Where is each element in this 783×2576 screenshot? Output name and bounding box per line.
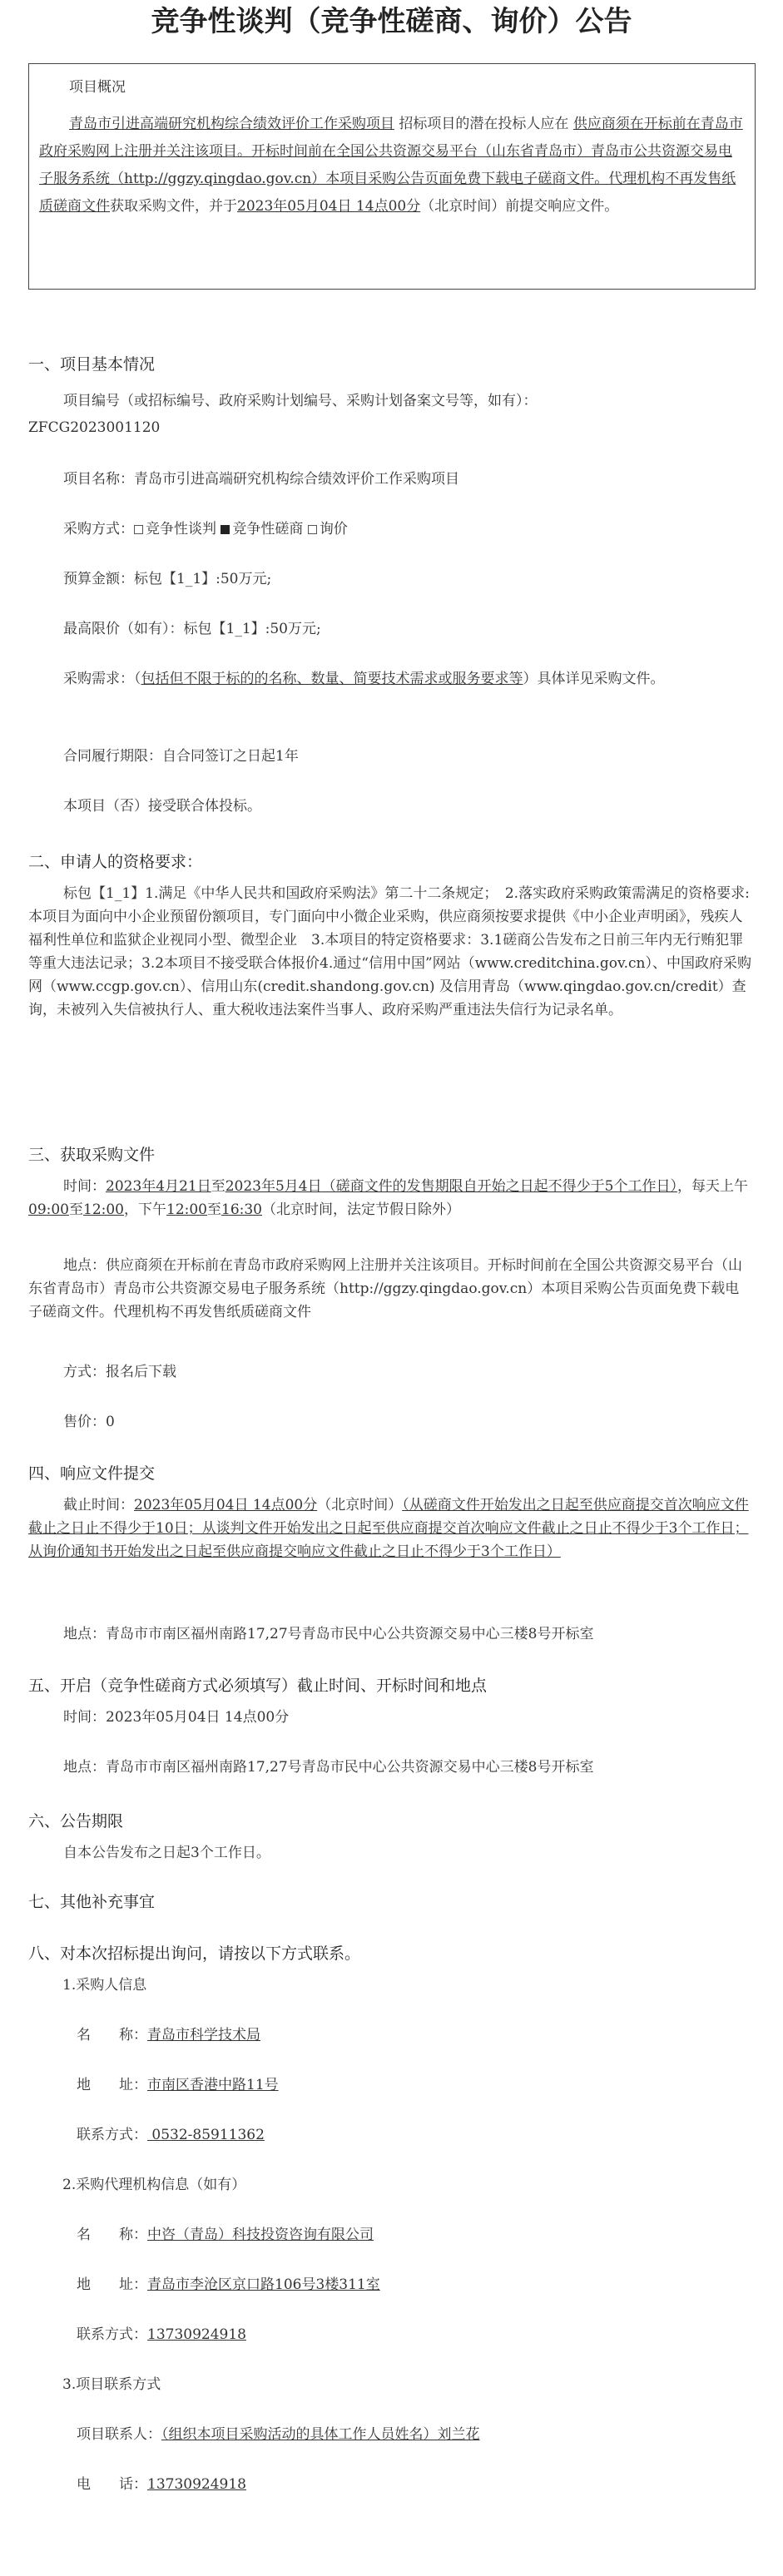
obtain-daily-label: ，每天上午 xyxy=(676,1178,748,1195)
deadline-note: （从磋商文件开始发出之日起至供应商提交首次响应文件截止之日止不得少于10日；从谈判文件开始发出之日起至供应商提交首次响应文件截止之日止不得少于3个工作日；从询价通知书开始发出之日起至供应商提交响应文件截止之日止不得少于3个工作日） xyxy=(28,1497,749,1560)
page-title: 竞争性谈判（竞争性磋商、询价）公告 xyxy=(151,5,632,38)
procurement-requirement xyxy=(28,667,752,691)
overview-deadline: 2023年05月04日 14点00分 xyxy=(237,198,421,215)
agency-contact xyxy=(77,2323,783,2346)
obtain-place: 地点：供应商须在开标前在青岛市政府采购网上注册并关注该项目。开标时间前在全国公共资源交易平台（山东省青岛市）青岛市公共资源交易电子服务系统（http://ggzy.qingdao.gov.cn）本项目采购公告页面免费下载电子磋商文件。代理机构不再发售纸质磋商文件 xyxy=(28,1257,742,1320)
purchaser-name xyxy=(77,2024,783,2047)
purchaser-contact xyxy=(77,2123,783,2147)
obtain-time-to: 至 xyxy=(211,1178,225,1195)
deadline-value: 2023年05月04日 14点00分 xyxy=(134,1497,318,1513)
checked-box-icon xyxy=(221,525,230,534)
purchaser-address xyxy=(77,2073,783,2097)
unchecked-box-icon xyxy=(134,525,143,534)
purchaser-name-label: 名 称： xyxy=(77,2027,147,2043)
requirement-detail: 包括但不限于标的的名称、数量、简要技术需求或服务要求等 xyxy=(141,671,523,687)
project-contact-phone xyxy=(77,2473,783,2496)
obtain-manner: 方式：报名后下载 xyxy=(63,1364,176,1380)
obtain-time xyxy=(28,1175,752,1221)
requirement-label: 采购需求：（ xyxy=(63,671,141,687)
project-code-value: ZFCG2023001120 xyxy=(28,419,161,436)
obtain-start-date: 2023年4月21日 xyxy=(106,1178,211,1195)
section-heading-contact: 八、对本次招标提出询问，请按以下方式联系。 xyxy=(28,1944,361,1963)
agency-name xyxy=(77,2223,783,2247)
purchaser-name-value: 青岛市科学技术局 xyxy=(147,2027,260,2043)
method-option-inquiry: 询价 xyxy=(319,521,348,537)
method-option-consultation: 竞争性磋商 xyxy=(232,521,304,537)
agency-address xyxy=(77,2273,783,2296)
purchaser-address-label: 地 址： xyxy=(77,2077,147,2093)
agency-address-value: 青岛市李沧区京口路106号3楼311室 xyxy=(147,2276,380,2293)
project-name-label: 项目名称： xyxy=(63,471,134,488)
method-option-negotiation: 竞争性谈判 xyxy=(146,521,216,537)
purchaser-contact-value: 0532-85911362 xyxy=(147,2127,265,2143)
requirement-tail: ）具体详见采购文件。 xyxy=(523,671,665,687)
agency-name-value: 中咨（青岛）科技投资咨询有限公司 xyxy=(147,2227,374,2243)
agency-name-label: 名 称： xyxy=(77,2227,147,2243)
purchaser-info-title: 1.采购人信息 xyxy=(62,1977,147,1994)
overview-acquire-method: 供应商须在开标前在青岛市政府采购网上注册并关注该项目。开标时间前在全国公共资源交易平台（山东省青岛市）青岛市公共资源交易电子服务系统（http://ggzy.qingdao.gov.cn）本项目采购公告页面免费下载电子磋商文件。代理机构不再发售纸质磋商文件 xyxy=(39,116,743,215)
overview-text-part: （北京时间）前提交响应文件。 xyxy=(420,198,619,215)
overview-label: 项目概况 xyxy=(69,79,126,96)
purchaser-address-value: 市南区香港中路11号 xyxy=(147,2077,279,2093)
section-heading-obtain-documents: 三、获取采购文件 xyxy=(28,1146,156,1164)
unchecked-box-icon xyxy=(308,525,317,534)
submission-place: 地点：青岛市市南区福州南路17,27号青岛市民中心公共资源交易中心三楼8号开标室 xyxy=(63,1626,594,1642)
document-price: 售价：0 xyxy=(63,1414,115,1430)
section-heading-qualifications: 二、申请人的资格要求： xyxy=(28,853,203,871)
contract-period: 合同履行期限：自合同签订之日起1年 xyxy=(63,748,299,765)
obtain-end-date: 2023年5月4日 xyxy=(225,1178,322,1195)
obtain-time-to: 至 xyxy=(207,1201,221,1218)
agency-contact-value: 13730924918 xyxy=(147,2326,246,2343)
agency-info-title: 2.采购代理机构信息（如有） xyxy=(62,2177,246,2193)
section-heading-notice-period: 六、公告期限 xyxy=(28,1812,124,1830)
agency-contact-label: 联系方式： xyxy=(77,2326,147,2343)
overview-text-part: 招标项目的潜在投标人应在 xyxy=(394,116,573,132)
deadline-beijing: （北京时间） xyxy=(317,1497,403,1513)
opening-place: 地点：青岛市市南区福州南路17,27号青岛市民中心公共资源交易中心三楼8号开标室 xyxy=(63,1759,594,1776)
obtain-time-to: 至 xyxy=(69,1201,83,1218)
phone-label: 电 话： xyxy=(77,2476,147,2493)
section-heading-supplementary: 七、其他补充事宜 xyxy=(28,1893,156,1911)
submission-deadline xyxy=(28,1494,752,1563)
am-end-time: 12:00 xyxy=(83,1201,124,1218)
project-contact-value: （组织本项目采购活动的具体工作人员姓名）刘兰花 xyxy=(161,2426,480,2443)
am-start-time: 09:00 xyxy=(28,1201,69,1218)
agency-address-label: 地 址： xyxy=(77,2276,147,2293)
project-name-line xyxy=(28,468,752,491)
project-contact-title: 3.项目联系方式 xyxy=(62,2376,161,2393)
budget-amount: 预算金额：标包【1_1】:50万元; xyxy=(63,571,272,587)
overview-project-name: 青岛市引进高端研究机构综合绩效评价工作采购项目 xyxy=(69,116,394,132)
overview-text-part: 获取采购文件，并于 xyxy=(110,198,237,215)
procurement-method-label: 采购方式： xyxy=(63,521,134,537)
section-heading-basic-info: 一、项目基本情况 xyxy=(28,355,156,374)
overview-text xyxy=(39,111,745,220)
purchaser-contact-label: 联系方式： xyxy=(77,2127,147,2143)
notice-period: 自本公告发布之日起3个工作日。 xyxy=(63,1845,270,1861)
project-code-label: 项目编号（或招标编号、政府采购计划编号、采购计划备案文号等，如有）： xyxy=(63,393,538,409)
section-heading-submission: 四、响应文件提交 xyxy=(28,1464,156,1483)
section-heading-opening: 五、开启（竞争性磋商方式必须填写）截止时间、开标时间和地点 xyxy=(28,1677,488,1695)
project-contact-label: 项目联系人： xyxy=(77,2426,161,2443)
phone-value: 13730924918 xyxy=(147,2476,246,2493)
max-price: 最高限价（如有）：标包【1_1】:50万元; xyxy=(63,621,321,637)
qualification-requirements: 标包【1_1】1.满足《中华人民共和国政府采购法》第二十二条规定； 2.落实政府采购政策需满足的资格要求:本项目为面向中小企业预留份额项目，专门面向中小微企业采购，供应商须按要求提供《中小企业声明函》，残疾人福利性单位和监狱企业视同小型、微型企业 3.本项目的特定资格要求：3.1磋商公告发布之日前三年内无行贿犯罪等重大违法记录；3.2本项目不接受联合体报价4.通过“信用中国”网站（www.creditchina.gov.cn）、中国政府采购网（www.ccgp.gov.cn）、信用山东(credit.shandong.gov.cn) 及信用青岛（www.qingdao.gov.cn/credit）查询，未被列入失信被执行人、重大税收违法案件当事人、政府采购严重违法失信行为记录名单。 xyxy=(28,885,752,1018)
pm-end-time: 16:30 xyxy=(221,1201,262,1218)
procurement-method-line xyxy=(28,518,752,541)
opening-time: 时间：2023年05月04日 14点00分 xyxy=(63,1709,290,1726)
project-contact-person xyxy=(77,2423,783,2446)
obtain-time-label: 时间： xyxy=(63,1178,106,1195)
deadline-label: 截止时间： xyxy=(63,1497,134,1513)
obtain-period-note: （磋商文件的发售期限自开始之日起不得少于5个工作日） xyxy=(321,1178,677,1195)
obtain-time-tail: （北京时间，法定节假日除外） xyxy=(262,1201,460,1218)
project-overview-box xyxy=(28,63,756,290)
consortium-statement: 本项目（否）接受联合体投标。 xyxy=(63,798,261,815)
project-name-value: 青岛市引进高端研究机构综合绩效评价工作采购项目 xyxy=(134,471,459,488)
pm-label: ，下午 xyxy=(124,1201,166,1218)
pm-start-time: 12:00 xyxy=(166,1201,207,1218)
